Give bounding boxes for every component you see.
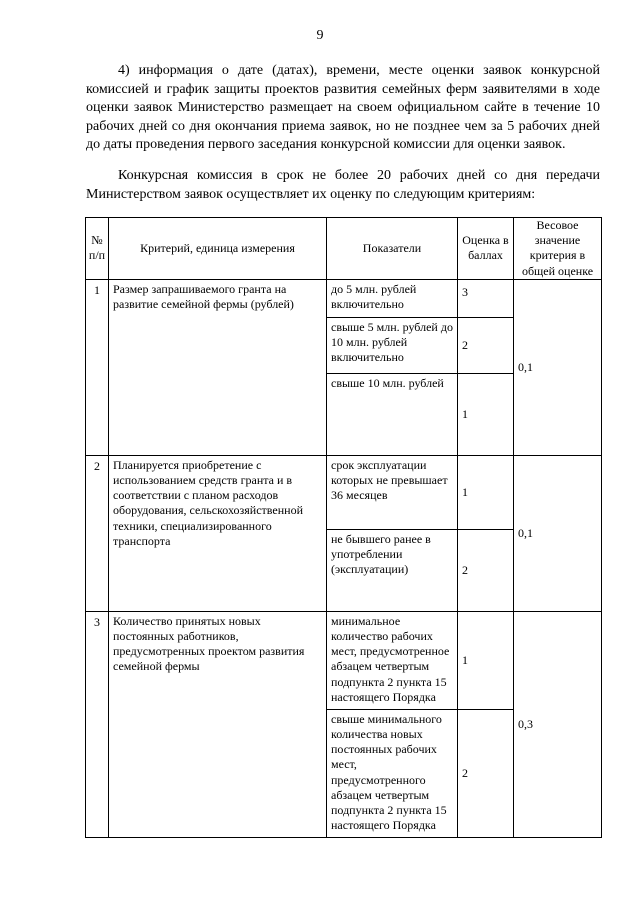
weight-cell: 0,3 — [514, 611, 602, 837]
weight-cell: 0,1 — [514, 455, 602, 611]
header-num: № п/п — [86, 218, 109, 280]
score-cell: 3 — [458, 279, 514, 317]
header-indicators: Показатели — [327, 218, 458, 280]
indicator-cell: свыше 10 млн. рублей — [327, 373, 458, 455]
row-number: 3 — [86, 611, 109, 837]
row-number: 1 — [86, 279, 109, 455]
indicator-cell: свыше минимального количества новых постоянных рабочих мест, предусмотренного абзацем четвертым подпункта 2 пункта 15 настоящего Порядка — [327, 709, 458, 837]
indicator-cell: не бывшего ранее в употреблении (эксплуатации) — [327, 529, 458, 611]
paragraph-criteria-intro: Конкурсная комиссия в срок не более 20 рабочих дней со дня передачи Министерством заявок осуществляет их оценку по следующим критериям: — [86, 168, 600, 202]
header-criterion: Критерий, единица измерения — [109, 218, 327, 280]
weight-cell: 0,1 — [514, 279, 602, 455]
header-score: Оценка в баллах — [458, 218, 514, 280]
score-cell: 1 — [458, 373, 514, 455]
criteria-table — [85, 217, 602, 838]
indicator-cell: до 5 млн. рублей включительно — [327, 279, 458, 317]
score-cell: 1 — [458, 455, 514, 529]
table-row — [86, 455, 602, 529]
criterion-cell: Количество принятых новых постоянных работников, предусмотренных проектом развития семейной фермы — [109, 611, 327, 837]
criterion-cell: Планируется приобретение с использованием средств гранта и в соответствии с планом расходов оборудования, сельскохозяйственной техники, специализированного транспорта — [109, 455, 327, 611]
indicator-cell: свыше 5 млн. рублей до 10 млн. рублей включительно — [327, 317, 458, 373]
header-weight: Весовое значение критерия в общей оценке — [514, 218, 602, 280]
criterion-cell: Размер запрашиваемого гранта на развитие семейной фермы (рублей) — [109, 279, 327, 455]
table-row — [86, 611, 602, 709]
score-cell: 2 — [458, 317, 514, 373]
score-cell: 2 — [458, 529, 514, 611]
score-cell: 1 — [458, 611, 514, 709]
page-number: 9 — [316, 28, 324, 43]
table-row — [86, 279, 602, 317]
indicator-cell: минимальное количество рабочих мест, предусмотренное абзацем четвертым подпункта 2 пункта 15 настоящего Порядка — [327, 611, 458, 709]
table-header-row — [86, 218, 602, 280]
row-number: 2 — [86, 455, 109, 611]
paragraph-deadlines: 4) информация о дате (датах), времени, месте оценки заявок конкурсной комиссией и график защиты проектов развития семейных ферм заявителями в ходе оценки заявок Министерство размещает на своем официальном сайте в течение 10 рабочих дней со дня окончания приема заявок, но не позднее чем за 5 рабочих дней до даты проведения первого заседания конкурсной комиссии для оценки заявок. — [86, 63, 600, 153]
score-cell: 2 — [458, 709, 514, 837]
indicator-cell: срок эксплуатации которых не превышает 36 месяцев — [327, 455, 458, 529]
